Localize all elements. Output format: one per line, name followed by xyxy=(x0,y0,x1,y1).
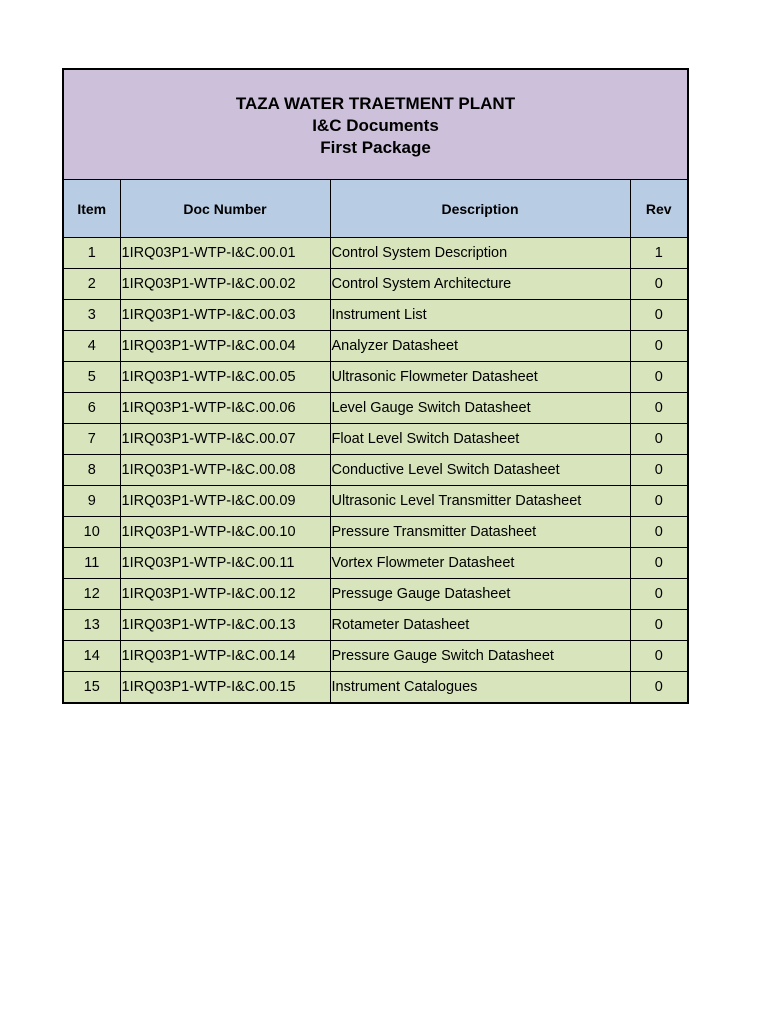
cell-description: Level Gauge Switch Datasheet xyxy=(330,393,630,424)
cell-doc-number: 1IRQ03P1-WTP-I&C.00.11 xyxy=(120,548,330,579)
cell-item: 6 xyxy=(64,393,120,424)
table-row xyxy=(64,486,687,517)
cell-item: 8 xyxy=(64,455,120,486)
table-row xyxy=(64,424,687,455)
cell-description: Instrument Catalogues xyxy=(330,672,630,703)
table-row xyxy=(64,238,687,269)
cell-rev: 1 xyxy=(630,238,687,269)
cell-item: 7 xyxy=(64,424,120,455)
cell-item: 13 xyxy=(64,610,120,641)
table-row xyxy=(64,610,687,641)
cell-rev: 0 xyxy=(630,300,687,331)
cell-doc-number: 1IRQ03P1-WTP-I&C.00.09 xyxy=(120,486,330,517)
column-header-item: Item xyxy=(64,180,120,238)
cell-doc-number: 1IRQ03P1-WTP-I&C.00.04 xyxy=(120,331,330,362)
cell-rev: 0 xyxy=(630,424,687,455)
column-header-doc-number: Doc Number xyxy=(120,180,330,238)
cell-doc-number: 1IRQ03P1-WTP-I&C.00.01 xyxy=(120,238,330,269)
cell-item: 14 xyxy=(64,641,120,672)
table-row xyxy=(64,641,687,672)
cell-rev: 0 xyxy=(630,362,687,393)
cell-doc-number: 1IRQ03P1-WTP-I&C.00.07 xyxy=(120,424,330,455)
cell-item: 2 xyxy=(64,269,120,300)
cell-rev: 0 xyxy=(630,610,687,641)
cell-description: Rotameter Datasheet xyxy=(330,610,630,641)
cell-description: Control System Description xyxy=(330,238,630,269)
cell-description: Ultrasonic Flowmeter Datasheet xyxy=(330,362,630,393)
cell-item: 15 xyxy=(64,672,120,703)
cell-description: Pressuge Gauge Datasheet xyxy=(330,579,630,610)
cell-item: 4 xyxy=(64,331,120,362)
cell-description: Analyzer Datasheet xyxy=(330,331,630,362)
table-row xyxy=(64,548,687,579)
cell-item: 3 xyxy=(64,300,120,331)
cell-rev: 0 xyxy=(630,486,687,517)
cell-item: 1 xyxy=(64,238,120,269)
document-table xyxy=(64,180,687,702)
cell-description: Instrument List xyxy=(330,300,630,331)
table-row xyxy=(64,517,687,548)
cell-description: Pressure Transmitter Datasheet xyxy=(330,517,630,548)
table-row xyxy=(64,362,687,393)
table-header-row xyxy=(64,180,687,238)
column-header-rev: Rev xyxy=(630,180,687,238)
cell-doc-number: 1IRQ03P1-WTP-I&C.00.08 xyxy=(120,455,330,486)
cell-doc-number: 1IRQ03P1-WTP-I&C.00.05 xyxy=(120,362,330,393)
title-block xyxy=(64,70,687,180)
table-row xyxy=(64,455,687,486)
cell-doc-number: 1IRQ03P1-WTP-I&C.00.13 xyxy=(120,610,330,641)
cell-rev: 0 xyxy=(630,331,687,362)
table-row xyxy=(64,300,687,331)
cell-item: 12 xyxy=(64,579,120,610)
cell-rev: 0 xyxy=(630,393,687,424)
cell-item: 10 xyxy=(64,517,120,548)
document-category-title: I&C Documents xyxy=(312,115,439,135)
table-row xyxy=(64,393,687,424)
table-row xyxy=(64,672,687,703)
cell-item: 5 xyxy=(64,362,120,393)
cell-description: Ultrasonic Level Transmitter Datasheet xyxy=(330,486,630,517)
cell-doc-number: 1IRQ03P1-WTP-I&C.00.14 xyxy=(120,641,330,672)
document-register-sheet xyxy=(62,68,689,704)
table-body xyxy=(64,238,687,703)
cell-doc-number: 1IRQ03P1-WTP-I&C.00.12 xyxy=(120,579,330,610)
table-row xyxy=(64,579,687,610)
project-title: TAZA WATER TRAETMENT PLANT xyxy=(235,93,516,113)
cell-doc-number: 1IRQ03P1-WTP-I&C.00.03 xyxy=(120,300,330,331)
cell-doc-number: 1IRQ03P1-WTP-I&C.00.10 xyxy=(120,517,330,548)
cell-rev: 0 xyxy=(630,548,687,579)
table-row xyxy=(64,331,687,362)
cell-rev: 0 xyxy=(630,641,687,672)
package-title: First Package xyxy=(320,137,431,157)
cell-rev: 0 xyxy=(630,579,687,610)
cell-item: 11 xyxy=(64,548,120,579)
cell-rev: 0 xyxy=(630,269,687,300)
cell-rev: 0 xyxy=(630,672,687,703)
cell-rev: 0 xyxy=(630,517,687,548)
table-row xyxy=(64,269,687,300)
column-header-description: Description xyxy=(330,180,630,238)
cell-doc-number: 1IRQ03P1-WTP-I&C.00.02 xyxy=(120,269,330,300)
cell-doc-number: 1IRQ03P1-WTP-I&C.00.06 xyxy=(120,393,330,424)
cell-description: Float Level Switch Datasheet xyxy=(330,424,630,455)
cell-item: 9 xyxy=(64,486,120,517)
cell-doc-number: 1IRQ03P1-WTP-I&C.00.15 xyxy=(120,672,330,703)
cell-description: Control System Architecture xyxy=(330,269,630,300)
cell-description: Vortex Flowmeter Datasheet xyxy=(330,548,630,579)
cell-description: Pressure Gauge Switch Datasheet xyxy=(330,641,630,672)
cell-description: Conductive Level Switch Datasheet xyxy=(330,455,630,486)
cell-rev: 0 xyxy=(630,455,687,486)
